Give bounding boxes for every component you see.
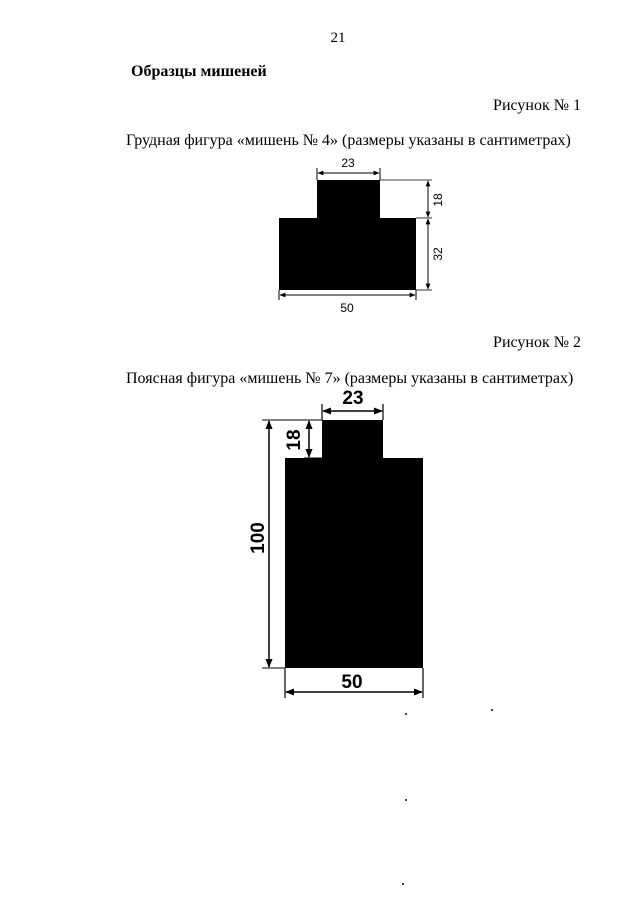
page-number: 21 xyxy=(330,30,346,46)
dim-head-width: 23 xyxy=(342,388,364,409)
scan-speck xyxy=(402,883,404,885)
figure-2-label: Рисунок № 2 xyxy=(493,334,581,351)
figure-1-label: Рисунок № 1 xyxy=(493,97,581,114)
dim-head-height: 18 xyxy=(431,193,445,207)
figure-2-diagram xyxy=(248,388,423,698)
figure-1-diagram xyxy=(279,156,445,315)
figure-1-caption: Грудная фигура «мишень № 4» (размеры указаны в сантиметрах) xyxy=(126,132,571,149)
dim-base-width: 50 xyxy=(340,301,354,315)
dim-body-height: 32 xyxy=(431,247,445,261)
dim-head-height: 18 xyxy=(284,429,305,451)
dim-total-height: 100 xyxy=(248,522,269,554)
target-4-silhouette xyxy=(279,180,416,290)
scan-speck xyxy=(491,709,493,711)
scan-speck xyxy=(405,799,407,801)
section-title: Образцы мишеней xyxy=(131,63,267,80)
target-7-silhouette xyxy=(285,420,423,668)
scan-speck xyxy=(405,713,407,715)
dim-head-width: 23 xyxy=(341,156,355,170)
dim-base-width: 50 xyxy=(341,672,363,693)
figure-2-caption: Поясная фигура «мишень № 7» (размеры указаны в сантиметрах) xyxy=(126,370,574,387)
